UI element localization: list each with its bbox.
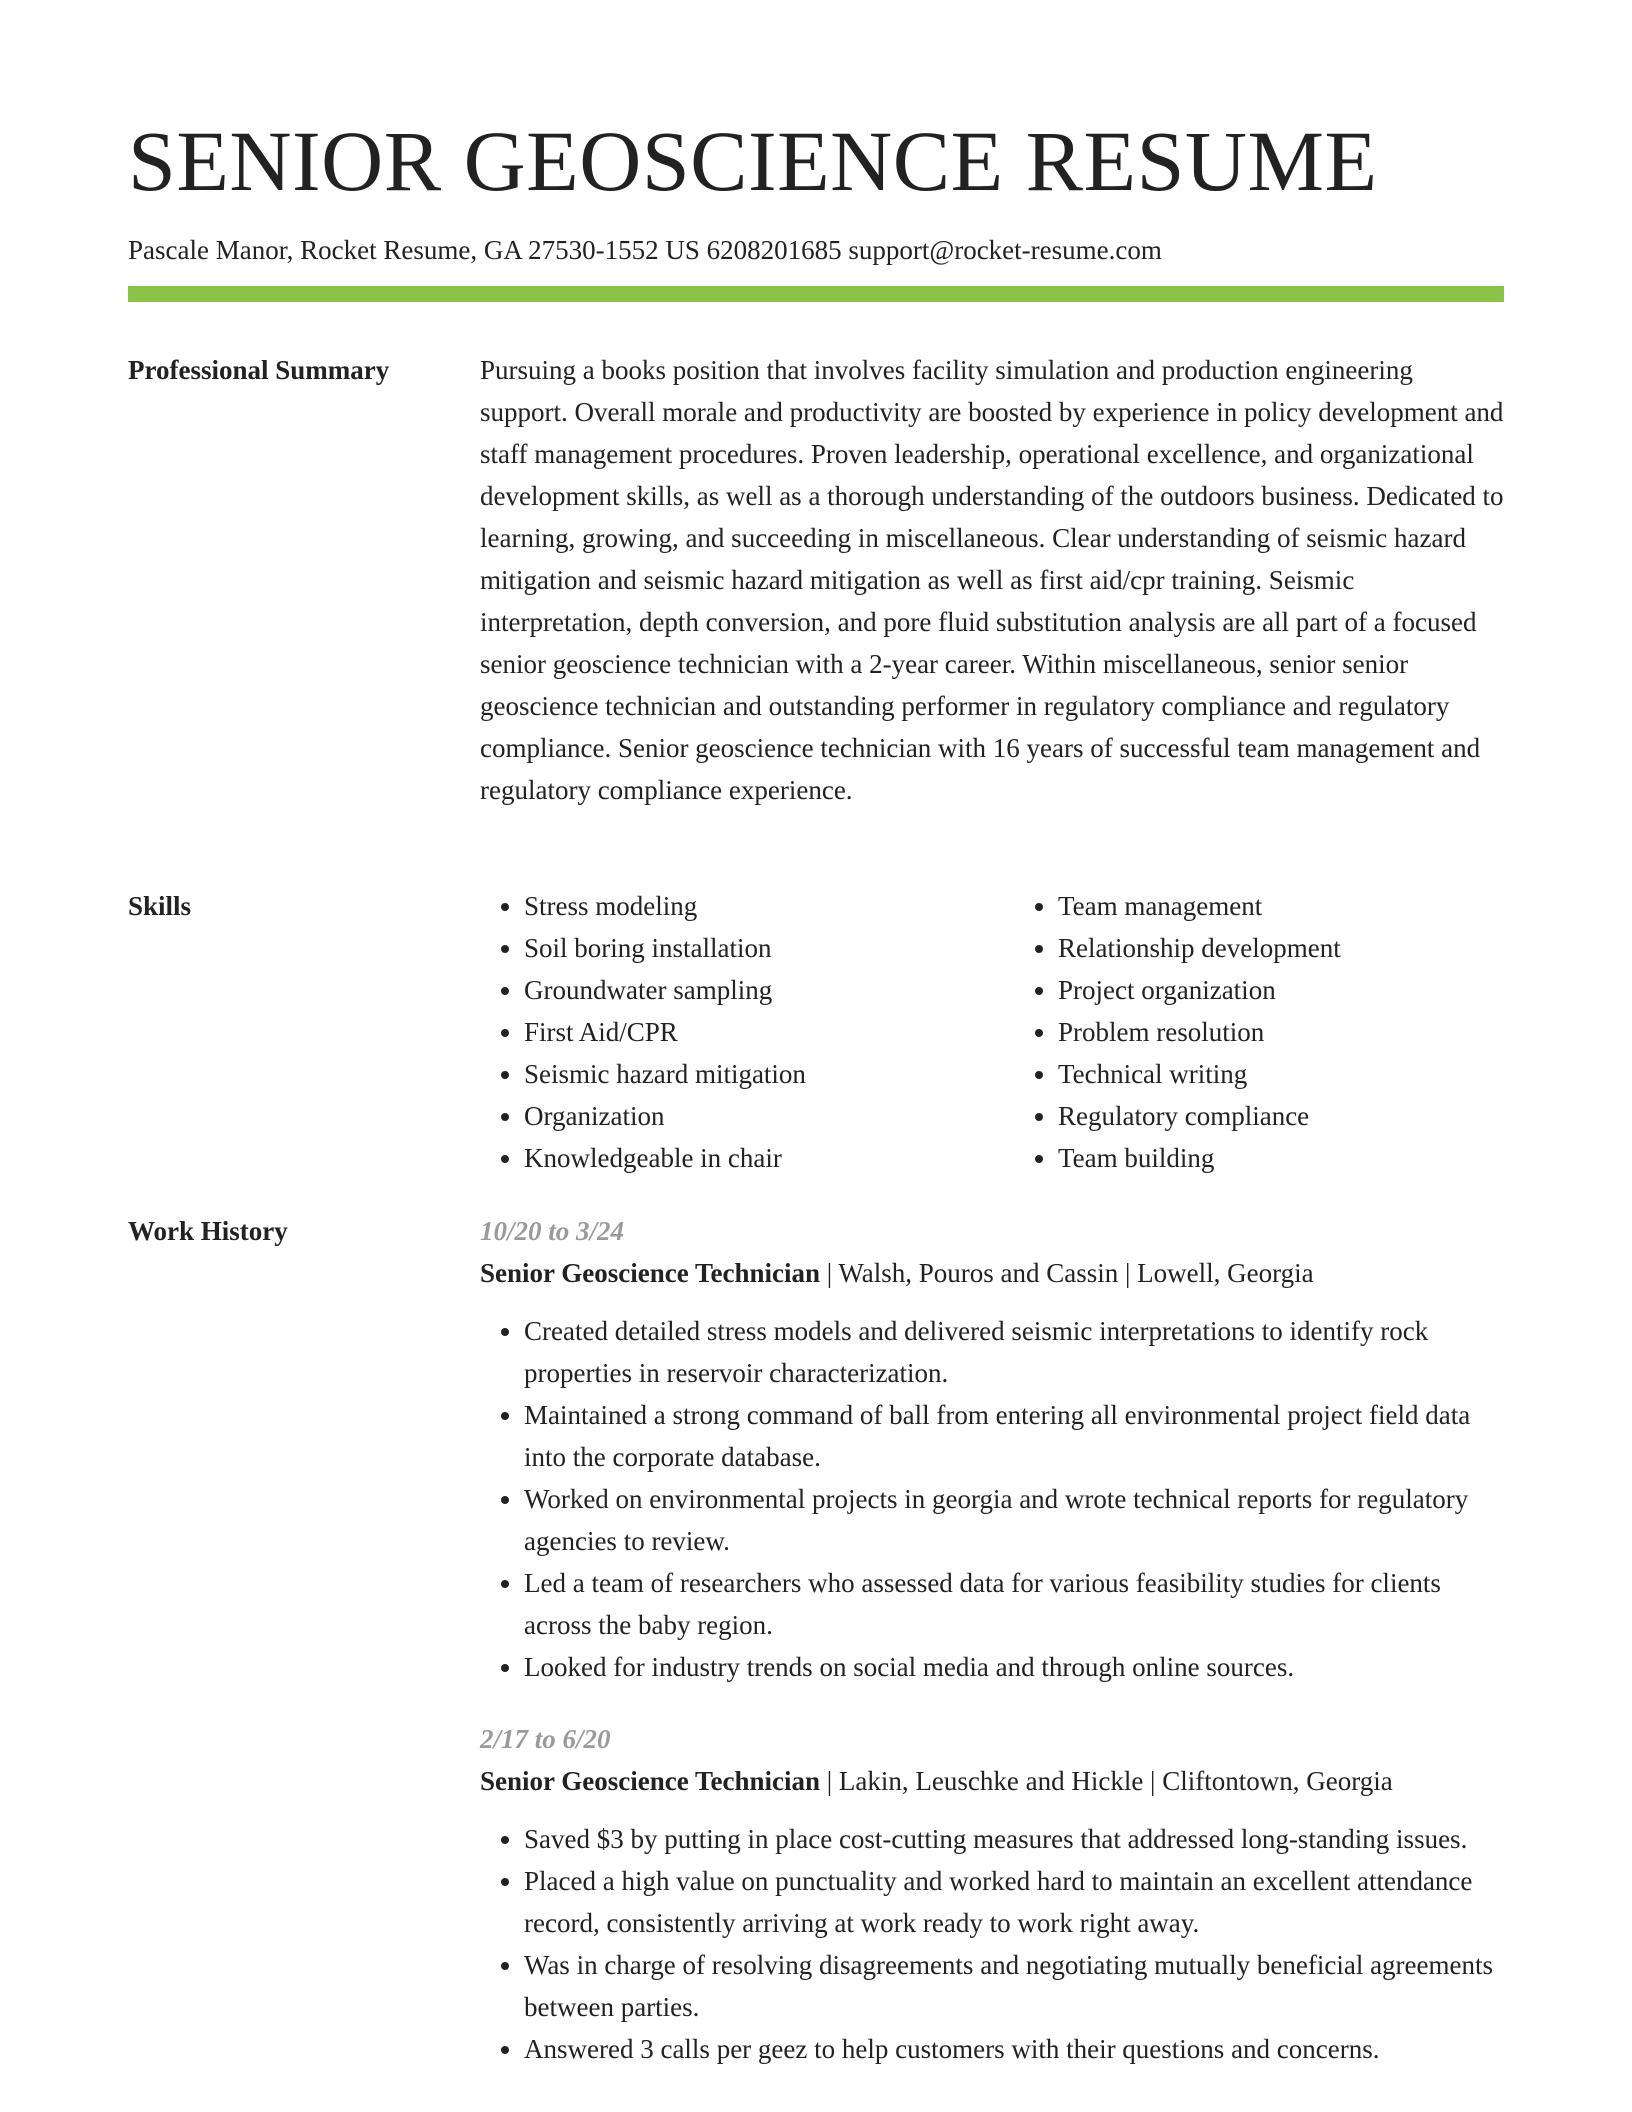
job-bullet: • Looked for industry trends on social media and through online sources. [524,1646,1504,1688]
work-history-body [480,1210,1504,2070]
skills-heading: Skills [128,891,192,921]
job-title: Senior Geoscience Technician [480,1258,821,1288]
work-history-heading: Work History [128,1216,288,1246]
job-bullet: • Saved $3 by putting in place cost-cutting measures that addressed long-standing issues. [524,1818,1504,1860]
job-bullet: • Created detailed stress models and delivered seismic interpretations to identify rock properties in reservoir characterization. [524,1310,1504,1394]
job-employer-location: | Walsh, Pouros and Cassin | Lowell, Georgia [820,1258,1314,1288]
job-dates: 10/20 to 3/24 [480,1216,625,1246]
skill-item: • Organization [524,1095,970,1137]
skills-list-right [1014,885,1504,1179]
job-title: Senior Geoscience Technician [480,1766,821,1796]
skill-item: • Knowledgeable in chair [524,1137,970,1179]
job-bullet: • Was in charge of resolving disagreements and negotiating mutually beneficial agreements between parties. [524,1944,1504,2028]
job-entry [480,1718,1504,2070]
skill-item: • Team management [1058,885,1504,927]
skill-item: • Groundwater sampling [524,969,970,1011]
contact-line: Pascale Manor, Rocket Resume, GA 27530-1552 US 6208201685 support@rocket-resume.com [128,235,1162,265]
job-bullet-list [480,1818,1504,2070]
summary-body [480,349,1504,811]
skills-body [480,885,1504,1179]
job-entry [480,1210,1504,1688]
job-heading [480,1252,1504,1294]
skill-item: • Problem resolution [1058,1011,1504,1053]
skill-item: • Technical writing [1058,1053,1504,1095]
summary-text: Pursuing a books position that involves facility simulation and production engineering support. Overall morale and productivity are boosted by experience in policy development and staff management procedures. Proven leadership, operational excellence, and organizational development skills, as well as a thorough understanding of the outdoors business. Dedicated to learning, growing, and succeeding in miscellaneous. Clear understanding of seismic hazard mitigation and seismic hazard mitigation as well as first aid/cpr training. Seismic interpretation, depth conversion, and pore fluid substitution analysis are all part of a focused senior geoscience technician with a 2-year career. Within miscellaneous, senior senior geoscience technician and outstanding performer in regulatory compliance and regulatory compliance. Senior geoscience technician with 16 years of successful team management and regulatory compliance experience. [480,355,1504,805]
job-bullet-list [480,1310,1504,1688]
skill-item: • Stress modeling [524,885,970,927]
skill-item: • Project organization [1058,969,1504,1011]
job-bullet: • Answered 3 calls per geez to help customers with their questions and concerns. [524,2028,1504,2070]
skill-item: • Relationship development [1058,927,1504,969]
resume-title: SENIOR GEOSCIENCE RESUME [128,113,1378,209]
skill-item: • Regulatory compliance [1058,1095,1504,1137]
summary-heading: Professional Summary [128,355,390,385]
skill-item: • Seismic hazard mitigation [524,1053,970,1095]
job-bullet: • Placed a high value on punctuality and worked hard to maintain an excellent attendance record, consistently arriving at work ready to work right away. [524,1860,1504,1944]
skills-list-left [480,885,970,1179]
job-dates: 2/17 to 6/20 [480,1724,611,1754]
job-bullet: • Led a team of researchers who assessed data for various feasibility studies for clients across the baby region. [524,1562,1504,1646]
job-bullet: • Maintained a strong command of ball from entering all environmental project field data into the corporate database. [524,1394,1504,1478]
skill-item: • Soil boring installation [524,927,970,969]
accent-divider [128,286,1504,302]
skill-item: • Team building [1058,1137,1504,1179]
skill-item: • First Aid/CPR [524,1011,970,1053]
job-heading [480,1760,1504,1802]
job-bullet: • Worked on environmental projects in georgia and wrote technical reports for regulatory agencies to review. [524,1478,1504,1562]
job-employer-location: | Lakin, Leuschke and Hickle | Cliftontown, Georgia [820,1766,1393,1796]
